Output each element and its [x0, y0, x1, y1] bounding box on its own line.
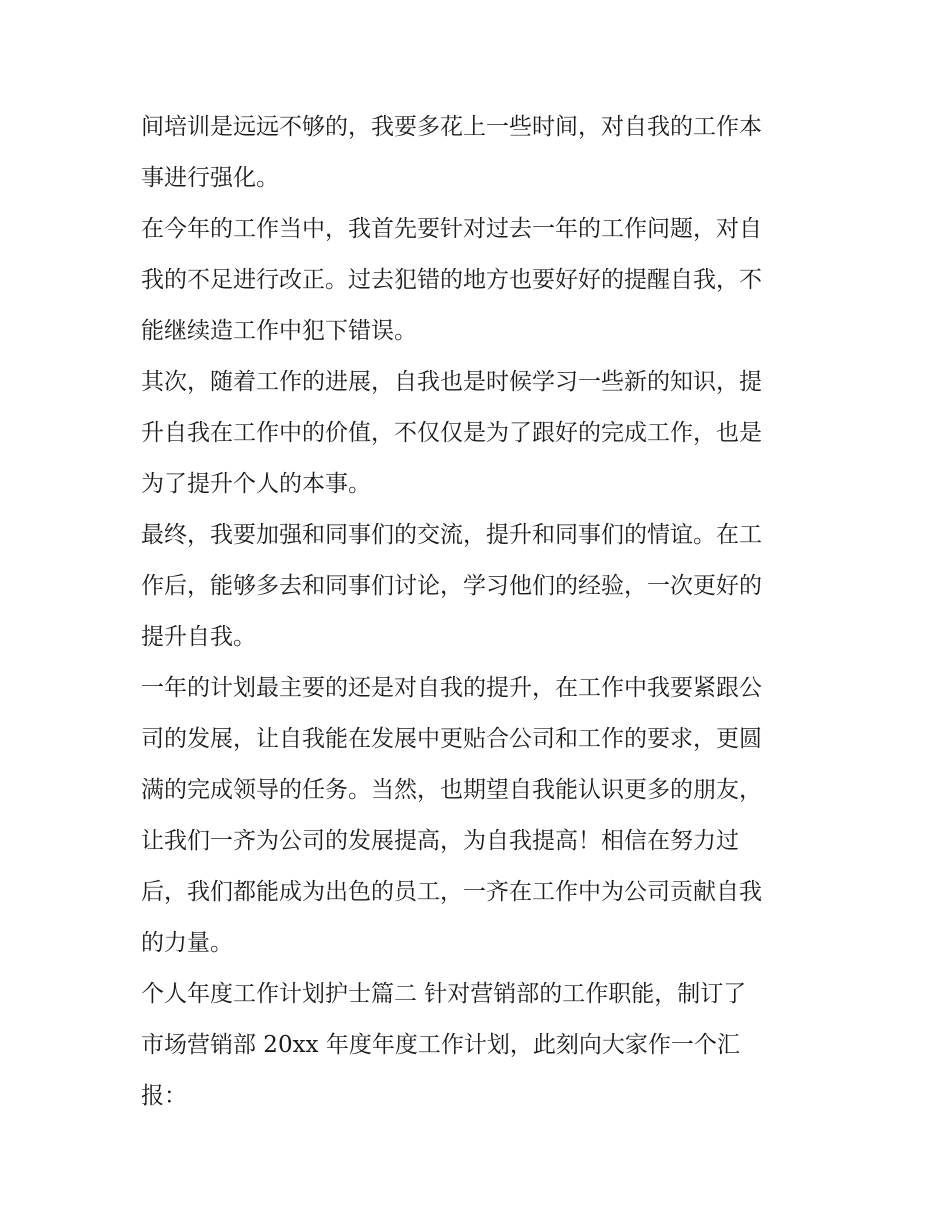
document-body [141, 102, 821, 1122]
text-line: 在今年的工作当中，我首先要针对过去一年的工作问题，对自 [141, 216, 762, 242]
text-line: 司的发展，让自我能在发展中更贴合公司和工作的要求，更圆 [141, 726, 762, 752]
text-line: 其次，随着工作的进展，自我也是时候学习一些新的知识，提 [141, 369, 762, 395]
text-line: 我的不足进行改正。过去犯错的地方也要好好的提醒自我，不 [141, 267, 762, 293]
text-line: 让我们一齐为公司的发展提高，为自我提高！相信在努力过 [141, 828, 739, 854]
text-line: 满的完成领导的任务。当然，也期望自我能认识更多的朋友， [141, 777, 762, 803]
text-line: 市场营销部 20xx 年度年度工作计划，此刻向大家作一个汇 [141, 1032, 740, 1058]
text-line: 作后，能够多去和同事们讨论，学习他们的经验，一次更好的 [141, 573, 762, 599]
text-line: 事进行强化。 [141, 165, 279, 191]
text-line: 最终，我要加强和同事们的交流，提升和同事们的情谊。在工 [141, 522, 762, 548]
text-line: 提升自我。 [141, 624, 256, 650]
text-line: 为了提升个人的本事。 [141, 471, 371, 497]
text-line: 间培训是远远不够的，我要多花上一些时间，对自我的工作本 [141, 114, 762, 140]
text-line: 的力量。 [141, 930, 233, 956]
text-line: 一年的计划最主要的还是对自我的提升，在工作中我要紧跟公 [141, 675, 762, 701]
text-line: 能继续造工作中犯下错误。 [141, 318, 417, 344]
text-line: 个人年度工作计划护士篇二 针对营销部的工作职能，制订了 [141, 981, 747, 1007]
text-line: 升自我在工作中的价值，不仅仅是为了跟好的完成工作，也是 [141, 420, 762, 446]
text-line: 报： [141, 1083, 187, 1109]
text-line: 后，我们都能成为出色的员工，一齐在工作中为公司贡献自我 [141, 879, 762, 905]
